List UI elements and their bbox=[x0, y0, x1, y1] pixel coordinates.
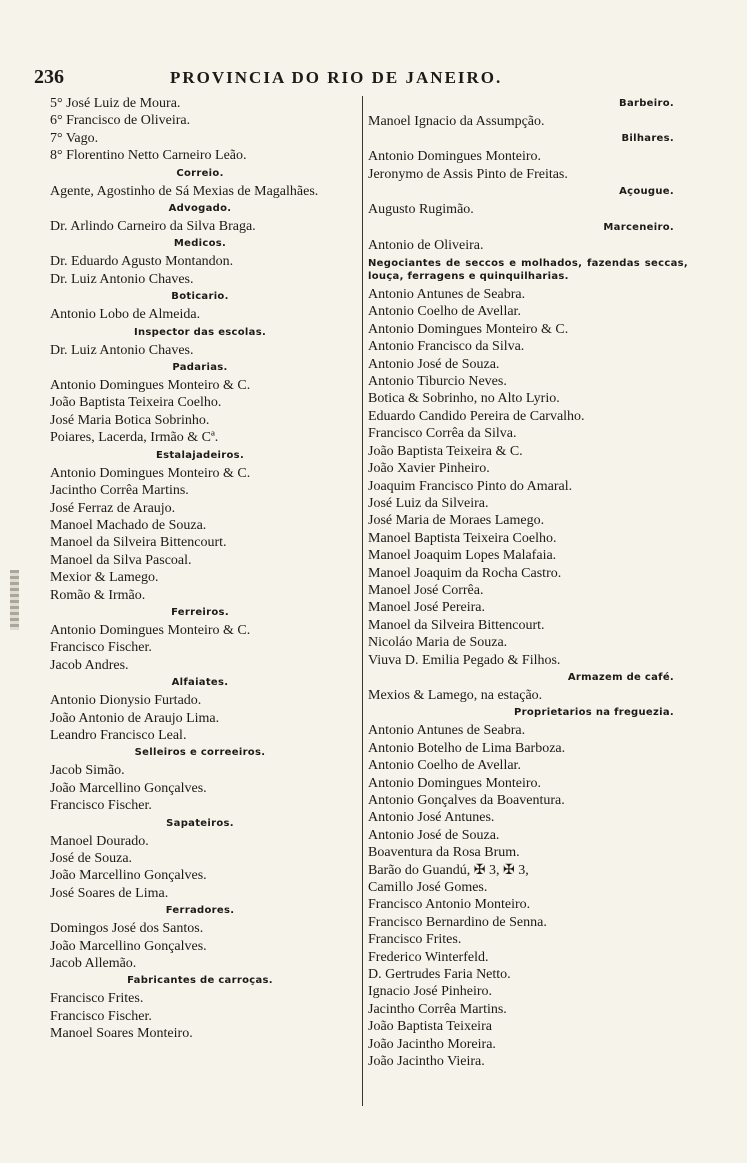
directory-entry: José Luiz da Silveira. bbox=[368, 495, 489, 511]
directory-entry: José Maria Botica Sobrinho. bbox=[50, 412, 210, 428]
section-block bbox=[50, 359, 350, 447]
directory-entry: Manoel Baptista Teixeira Coelho. bbox=[368, 530, 557, 546]
section-heading: Medicos. bbox=[173, 238, 227, 250]
directory-entry: Antonio Gonçalves da Boaventura. bbox=[368, 793, 565, 808]
directory-entry: Antonio Francisco da Silva. bbox=[368, 339, 525, 355]
directory-entry: Francisco Bernardino de Senna. bbox=[368, 914, 547, 930]
section-block bbox=[368, 219, 688, 254]
section-heading: Sapateiros. bbox=[166, 817, 234, 829]
directory-entry: João Jacintho Moreira. bbox=[368, 1036, 496, 1052]
section-heading: Fabricantes de carroças. bbox=[127, 975, 273, 987]
directory-entry: Antonio Domingues Monteiro & C. bbox=[50, 622, 251, 638]
directory-entry: Poiares, Lacerda, Irmão & Cª. bbox=[50, 430, 219, 446]
directory-entry: Mexior & Lamego. bbox=[50, 570, 159, 586]
section-heading: Bilhares. bbox=[621, 133, 674, 145]
directory-entry: Romão & Irmão. bbox=[50, 587, 146, 603]
directory-entry: Jacob Allemão. bbox=[50, 956, 137, 972]
page-number: 236 bbox=[34, 66, 64, 88]
section-block bbox=[50, 165, 350, 200]
directory-entry: Manoel da Silveira Bittencourt. bbox=[368, 617, 545, 633]
section-block bbox=[368, 130, 688, 183]
directory-entry: Dr. Luiz Antonio Chaves. bbox=[50, 342, 194, 358]
section-heading: Armazem de café. bbox=[567, 671, 674, 683]
section-heading: Ferreiros. bbox=[171, 606, 229, 618]
section-block bbox=[368, 183, 688, 218]
directory-entry: João Jacintho Vieira. bbox=[368, 1054, 485, 1070]
section-heading: Boticario. bbox=[171, 291, 229, 303]
directory-entry: Manoel da Silveira Bittencourt. bbox=[50, 535, 227, 551]
section-heading: Selleiros e correeiros. bbox=[134, 747, 266, 759]
directory-entry: Antonio Antunes de Seabra. bbox=[368, 287, 526, 303]
directory-entry: João Antonio de Araujo Lima. bbox=[50, 710, 220, 726]
section-heading: Padarias. bbox=[172, 362, 228, 374]
section-block bbox=[368, 669, 688, 704]
directory-entry: Antonio Domingues Monteiro. bbox=[368, 149, 542, 165]
directory-entry: José Soares de Lima. bbox=[50, 885, 169, 901]
directory-entry: João Marcellino Gonçalves. bbox=[50, 868, 207, 884]
directory-entry: Antonio Tiburcio Neves. bbox=[368, 374, 507, 390]
directory-entry: Dr. Luiz Antonio Chaves. bbox=[50, 271, 194, 287]
directory-entry: Francisco Fischer. bbox=[50, 798, 152, 814]
directory-entry: Jacintho Corrêa Martins. bbox=[368, 1001, 507, 1017]
directory-entry: Joaquim Francisco Pinto do Amaral. bbox=[368, 478, 573, 494]
directory-entry: Viuva D. Emilia Pegado & Filhos. bbox=[368, 652, 561, 668]
directory-entry: Francisco Fischer. bbox=[50, 1008, 152, 1024]
directory-entry: João Baptista Teixeira Coelho. bbox=[50, 395, 222, 411]
right-column bbox=[368, 95, 688, 1071]
directory-entry: Mexios & Lamego, na estação. bbox=[368, 687, 543, 703]
section-block bbox=[50, 288, 350, 323]
section-block bbox=[50, 744, 350, 814]
column-rule bbox=[362, 96, 363, 1106]
directory-entry: Antonio Domingues Monteiro. bbox=[368, 775, 542, 791]
directory-entry: Camillo José Gomes. bbox=[368, 880, 488, 896]
directory-entry: Manoel Soares Monteiro. bbox=[50, 1026, 193, 1042]
directory-entry: João Marcellino Gonçalves. bbox=[50, 938, 207, 954]
directory-entry: Antonio Lobo de Almeida. bbox=[50, 307, 201, 323]
directory-entry: Manoel da Silva Pascoal. bbox=[50, 552, 192, 568]
running-head: PROVINCIA DO RIO DE JANEIRO. bbox=[170, 68, 503, 87]
directory-entry: Eduardo Candido Pereira de Carvalho. bbox=[368, 408, 585, 424]
section-heading: Marceneiro. bbox=[603, 221, 674, 233]
directory-entry: Antonio Dionysio Furtado. bbox=[50, 693, 202, 709]
directory-entry: Manoel Ignacio da Assumpção. bbox=[368, 114, 545, 129]
margin-smudge bbox=[10, 570, 19, 630]
section-block bbox=[50, 815, 350, 903]
section-block bbox=[368, 254, 688, 669]
section-block bbox=[50, 95, 350, 165]
directory-entry: João Marcellino Gonçalves. bbox=[50, 780, 207, 796]
directory-entry: José de Souza. bbox=[50, 851, 133, 866]
directory-entry: Antonio de Oliveira. bbox=[368, 237, 484, 253]
directory-entry: Domingos José dos Santos. bbox=[50, 921, 204, 937]
section-block bbox=[368, 95, 688, 130]
directory-entry: Manoel José Pereira. bbox=[368, 600, 486, 616]
directory-entry: João Xavier Pinheiro. bbox=[368, 461, 490, 477]
directory-entry: Augusto Rugimão. bbox=[368, 202, 474, 218]
directory-entry: Manoel Joaquim Lopes Malafaia. bbox=[368, 548, 557, 564]
directory-entry: Barão do Guandú, ✠ 3, ✠ 3, bbox=[368, 862, 529, 878]
directory-entry: Manoel Joaquim da Rocha Castro. bbox=[368, 565, 562, 581]
directory-entry: João Baptista Teixeira & C. bbox=[368, 443, 523, 459]
directory-entry: Francisco Frites. bbox=[368, 932, 462, 948]
directory-entry: Agente, Agostinho de Sá Mexias de Magalhães. bbox=[50, 183, 319, 199]
section-heading: Correio. bbox=[176, 167, 224, 179]
directory-entry: Francisco Frites. bbox=[50, 991, 144, 1007]
directory-entry: Antonio José Antunes. bbox=[368, 810, 495, 826]
directory-entry: Jeronymo de Assis Pinto de Freitas. bbox=[368, 166, 568, 182]
section-block bbox=[50, 674, 350, 744]
section-block bbox=[50, 200, 350, 235]
directory-entry: Dr. Arlindo Carneiro da Silva Braga. bbox=[50, 219, 256, 235]
section-heading: Estalajadeiros. bbox=[155, 449, 245, 461]
directory-entry: Dr. Eduardo Agusto Montandon. bbox=[50, 254, 234, 270]
section-heading: Barbeiro. bbox=[619, 98, 674, 109]
directory-entry: Antonio Botelho de Lima Barboza. bbox=[368, 740, 566, 756]
directory-entry: Boaventura da Rosa Brum. bbox=[368, 845, 520, 861]
directory-entry: Jacob Andres. bbox=[50, 657, 129, 673]
section-heading: Inspector das escolas. bbox=[133, 326, 267, 338]
directory-entry: Nicoláo Maria de Souza. bbox=[368, 635, 508, 651]
directory-entry: Manoel Machado de Souza. bbox=[50, 517, 207, 533]
directory-entry: João Baptista Teixeira bbox=[368, 1019, 492, 1035]
directory-entry: Antonio José de Souza. bbox=[368, 827, 500, 843]
directory-entry: Antonio Antunes de Seabra. bbox=[368, 723, 526, 739]
directory-entry: Francisco Antonio Monteiro. bbox=[368, 897, 531, 913]
section-heading: Advogado. bbox=[168, 203, 232, 215]
section-block bbox=[50, 324, 350, 359]
directory-entry: Francisco Fischer. bbox=[50, 640, 152, 656]
directory-entry: Antonio Coelho de Avellar. bbox=[368, 304, 521, 320]
directory-entry: Botica & Sobrinho, no Alto Lyrio. bbox=[368, 391, 560, 407]
directory-entry: 5° José Luiz de Moura. bbox=[50, 96, 181, 111]
section-heading: Proprietarios na freguezia. bbox=[514, 707, 674, 719]
section-block bbox=[50, 235, 350, 288]
directory-entry: Jacintho Corrêa Martins. bbox=[50, 483, 189, 499]
section-block bbox=[50, 447, 350, 604]
left-column bbox=[50, 95, 350, 1043]
directory-entry: 6° Francisco de Oliveira. bbox=[50, 113, 191, 129]
directory-entry: José Maria de Moraes Lamego. bbox=[368, 513, 545, 529]
directory-entry: Antonio Domingues Monteiro & C. bbox=[368, 321, 569, 337]
directory-entry: Manoel Dourado. bbox=[50, 833, 149, 849]
section-block bbox=[50, 902, 350, 972]
directory-entry: Antonio Coelho de Avellar. bbox=[368, 758, 521, 774]
section-block bbox=[50, 604, 350, 674]
directory-entry: Frederico Winterfeld. bbox=[368, 949, 489, 965]
directory-entry: Ignacio José Pinheiro. bbox=[368, 984, 493, 1000]
section-heading: Ferradores. bbox=[165, 905, 235, 917]
directory-entry: Leandro Francisco Leal. bbox=[50, 727, 187, 743]
section-heading: Açougue. bbox=[619, 186, 674, 198]
directory-entry: Antonio Domingues Monteiro & C. bbox=[50, 465, 251, 481]
section-block bbox=[368, 704, 688, 1070]
directory-entry: Antonio José de Souza. bbox=[368, 356, 500, 372]
section-block bbox=[50, 972, 350, 1042]
directory-entry: Antonio Domingues Monteiro & C. bbox=[50, 378, 251, 394]
section-heading: Alfaiates. bbox=[171, 677, 229, 689]
directory-entry: Francisco Corrêa da Silva. bbox=[368, 426, 517, 442]
directory-entry: Jacob Simão. bbox=[50, 763, 125, 779]
section-heading: Negociantes de seccos e molhados, fazendas seccas, louça, ferragens e quinquilharias. bbox=[368, 258, 688, 283]
directory-entry: Manoel José Corrêa. bbox=[368, 582, 484, 598]
directory-entry: José Ferraz de Araujo. bbox=[50, 500, 176, 516]
directory-entry: D. Gertrudes Faria Netto. bbox=[368, 967, 511, 983]
directory-entry: 7° Vago. bbox=[50, 130, 99, 146]
directory-entry: 8° Florentino Netto Carneiro Leão. bbox=[50, 148, 247, 164]
